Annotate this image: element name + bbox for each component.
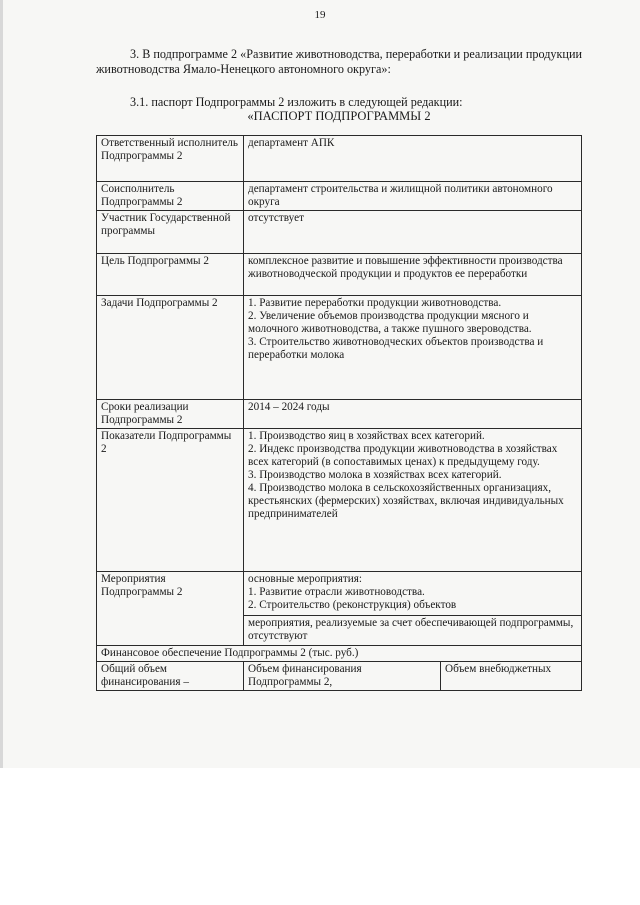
task-item: 2. Увеличение объемов производства продукции мясного и молочного животноводства, а также пушного звероводства. [248, 310, 532, 335]
value-goal: комплексное развитие и повышение эффективности производства животноводческой продукции и продуктов ее переработки [244, 254, 582, 296]
intro-paragraph-3: 3. В подпрограмме 2 «Развитие животноводства, переработки и реализации продукции животноводства Ямало-Ненецкого автономного округа»: [96, 47, 582, 76]
activity-item: основные мероприятия: [248, 573, 363, 585]
page-number: 19 [314, 9, 326, 21]
financing-col-extrabudget: Объем внебюджетных [441, 662, 582, 691]
financing-col-total: Общий объем финансирования – [97, 662, 244, 691]
activity-item: 2. Строительство (реконструкция) объектов [248, 599, 457, 611]
task-item: 3. Строительство животноводческих объектов производства и переработки молока [248, 336, 544, 361]
row-participant [97, 211, 582, 254]
value-indicators [244, 429, 582, 572]
indicator-item: 1. Производство яиц в хозяйствах всех категорий. [248, 430, 485, 442]
row-terms [97, 400, 582, 429]
value-tasks [244, 296, 582, 400]
intro-paragraph-3-1: 3.1. паспорт Подпрограммы 2 изложить в следующей редакции: [130, 95, 463, 109]
financing-col-subprogram: Объем финансирования Подпрограммы 2, [244, 662, 441, 691]
passport-title: «ПАСПОРТ ПОДПРОГРАММЫ 2 [247, 109, 431, 123]
indicator-item: 4. Производство молока в сельскохозяйственных организациях, крестьянских (фермерских) хозяйствах, включая индивидуальных предпринимателей [248, 482, 564, 520]
row-indicators [97, 429, 582, 572]
value-activities-main [244, 572, 582, 616]
row-financing-columns [97, 662, 582, 691]
label-activities: Мероприятия Подпрограммы 2 [97, 572, 244, 646]
label-participant: Участник Государственной программы [97, 211, 244, 254]
passport-table [96, 135, 582, 691]
value-activities-other: мероприятия, реализуемые за счет обеспечивающей подпрограммы, отсутствуют [244, 616, 582, 646]
row-activities-main [97, 572, 582, 616]
label-tasks: Задачи Подпрограммы 2 [97, 296, 244, 400]
row-tasks [97, 296, 582, 400]
value-coexecutor: департамент строительства и жилищной политики автономного округа [244, 182, 582, 211]
label-coexecutor: Соисполнитель Подпрограммы 2 [97, 182, 244, 211]
row-responsible [97, 136, 582, 182]
label-goal: Цель Подпрограммы 2 [97, 254, 244, 296]
label-terms: Сроки реализации Подпрограммы 2 [97, 400, 244, 429]
value-responsible: департамент АПК [244, 136, 582, 182]
financing-header: Финансовое обеспечение Подпрограммы 2 (тыс. руб.) [97, 646, 582, 662]
value-participant: отсутствует [244, 211, 582, 254]
indicator-item: 3. Производство молока в хозяйствах всех категорий. [248, 469, 502, 481]
row-coexecutor [97, 182, 582, 211]
value-terms: 2014 – 2024 годы [244, 400, 582, 429]
activity-item: 1. Развитие отрасли животноводства. [248, 586, 425, 598]
task-item: 1. Развитие переработки продукции животноводства. [248, 297, 502, 309]
indicator-item: 2. Индекс производства продукции животноводства в хозяйствах всех категорий (в сопоставимых ценах) к предыдущему году. [248, 443, 558, 468]
label-responsible: Ответственный исполнитель Подпрограммы 2 [97, 136, 244, 182]
row-financing-header [97, 646, 582, 662]
label-indicators: Показатели Подпрограммы 2 [97, 429, 244, 572]
row-goal [97, 254, 582, 296]
